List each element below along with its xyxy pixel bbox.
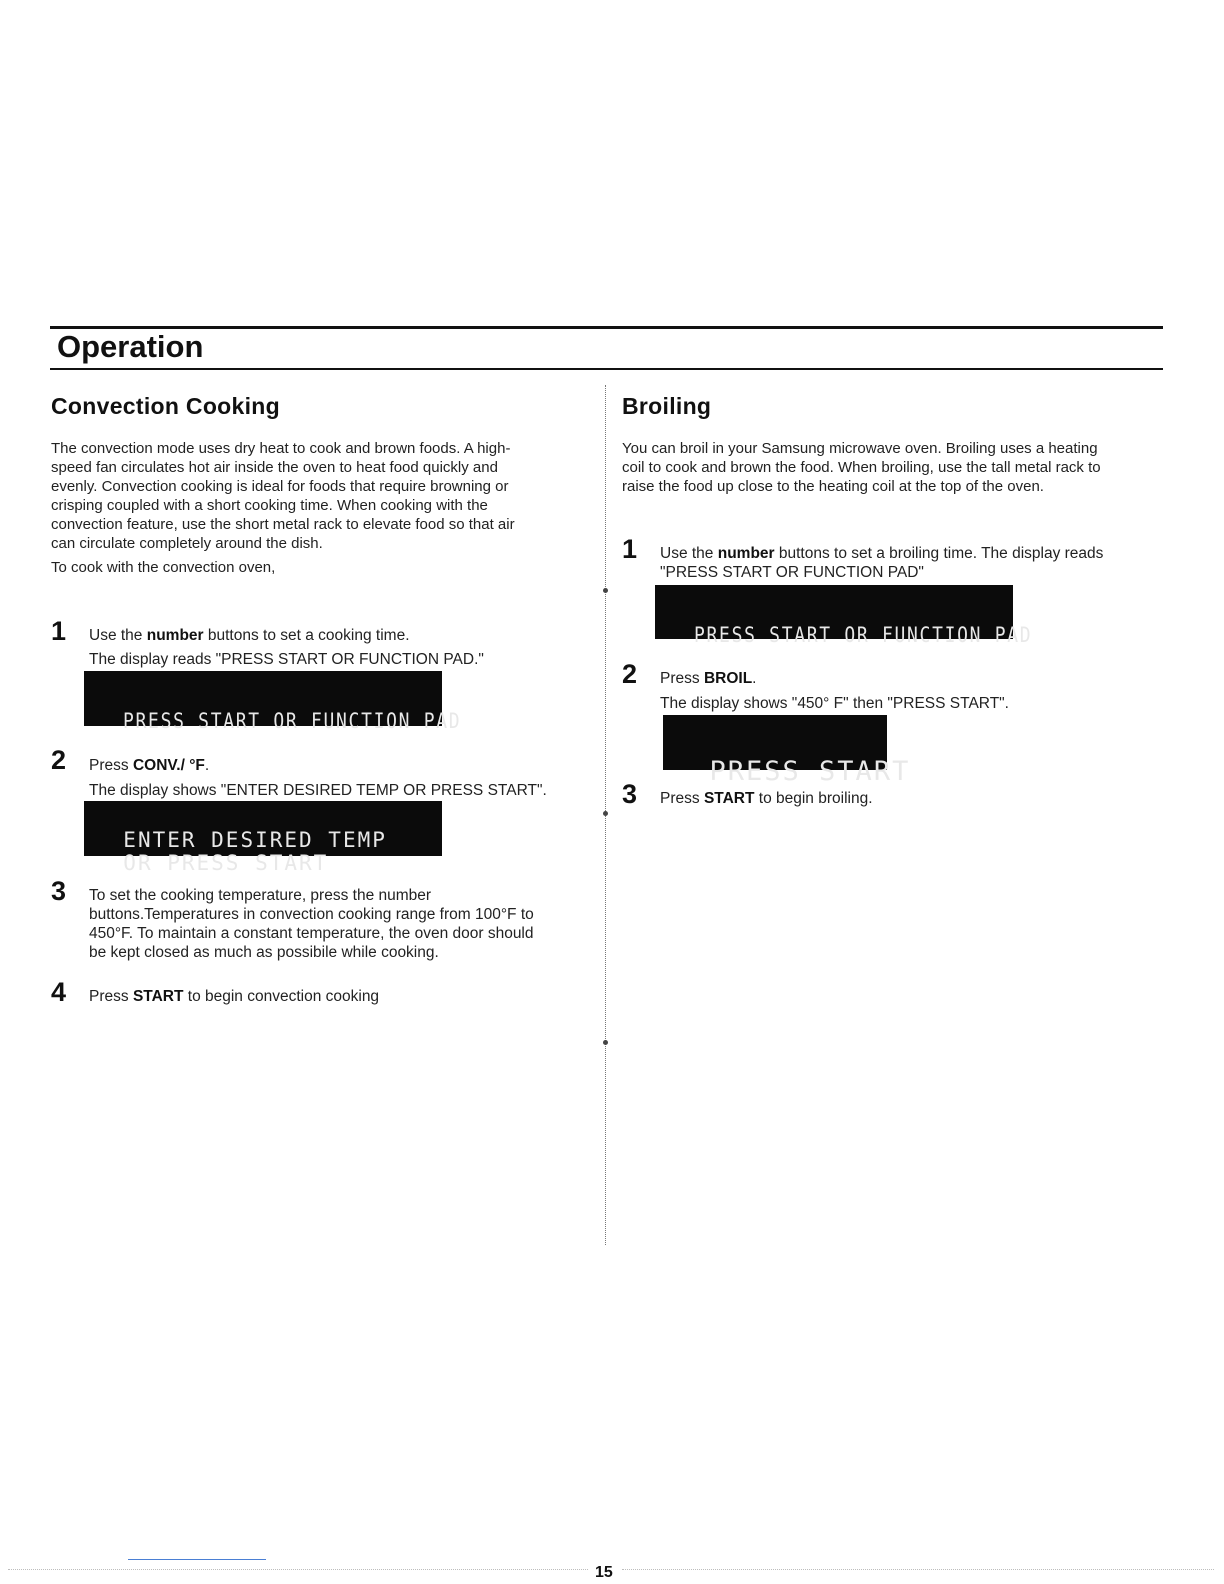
step-display-note: The display shows "ENTER DESIRED TEMP OR PRESS START". xyxy=(89,782,547,799)
section-heading-broiling: Broiling xyxy=(622,393,712,419)
lcd-display xyxy=(84,671,462,733)
header-rule-bottom xyxy=(50,368,1163,370)
intro-line: can circulate completely around the dish. xyxy=(51,535,323,552)
step-text: Use the number buttons to set a cooking time. xyxy=(89,627,410,644)
intro-line: raise the food up close to the heating coil at the top of the oven. xyxy=(622,478,1044,495)
step-text: Press START to begin convection cooking xyxy=(89,988,380,1005)
step-number: 4 xyxy=(51,977,67,1007)
step-number: 2 xyxy=(622,659,638,689)
step-number: 1 xyxy=(622,534,638,564)
broiling-intro xyxy=(622,439,1167,496)
step-number: 3 xyxy=(622,779,638,809)
lcd-text: PRESS START xyxy=(709,756,911,787)
step-text: To set the cooking temperature, press the number buttons.Temperatures in convection cooking range from 100°F to 450°F. To maintain a constant temperature, the oven door should be kept closed as much as possibile while cooking. xyxy=(89,887,534,961)
intro-line: coil to cook and brown the food. When broiling, use the tall metal rack to xyxy=(622,459,1101,476)
footer-rule-right xyxy=(622,1569,1214,1570)
step-text: Use the number buttons to set a broiling time. The display reads xyxy=(660,545,1104,562)
lcd-text: PRESS START OR FUNCTION PAD xyxy=(123,709,462,733)
footer-rule-left xyxy=(8,1569,588,1570)
page-title: Operation xyxy=(57,329,204,364)
step-display-note: The display reads "PRESS START OR FUNCTION PAD." xyxy=(89,651,484,668)
lcd-display xyxy=(84,801,442,875)
step-number: 2 xyxy=(51,745,67,775)
lcd-display xyxy=(663,715,911,787)
convection-lead-in: To cook with the convection oven, xyxy=(51,559,276,576)
lcd-text: OR PRESS START xyxy=(123,851,329,875)
header-rule-top xyxy=(50,326,1163,329)
divider-dot xyxy=(603,811,608,816)
step-display-note: "PRESS START OR FUNCTION PAD" xyxy=(660,564,924,581)
lcd-text: PRESS START OR FUNCTION PAD xyxy=(694,623,1033,647)
step-text: Press CONV./ °F. xyxy=(89,757,210,774)
step-number: 1 xyxy=(51,616,67,646)
divider-dot xyxy=(603,588,608,593)
intro-line: crisping coupled with a short cooking time. When cooking with the xyxy=(51,497,488,514)
intro-line: You can broil in your Samsung microwave oven. Broiling uses a heating xyxy=(622,440,1098,457)
page-number: 15 xyxy=(595,1564,613,1581)
divider-dot xyxy=(603,1040,608,1045)
section-heading-convection: Convection Cooking xyxy=(51,393,281,419)
intro-line: convection feature, use the short metal rack to elevate food so that air xyxy=(51,516,515,533)
step-number: 3 xyxy=(51,876,67,906)
step-display-note: The display shows "450° F" then "PRESS START". xyxy=(660,695,1009,712)
step-text: Press BROIL. xyxy=(660,670,757,687)
convection-intro xyxy=(51,439,591,553)
intro-line: evenly. Convection cooking is ideal for foods that require browning or xyxy=(51,478,509,495)
lcd-text: ENTER DESIRED TEMP xyxy=(123,828,387,852)
intro-line: speed fan circulates hot air inside the oven to heat food quickly and xyxy=(51,459,498,476)
lcd-display xyxy=(655,585,1033,647)
intro-line: The convection mode uses dry heat to cook and brown foods. A high- xyxy=(51,440,511,457)
link-underline xyxy=(128,1559,266,1560)
step-text: Press START to begin broiling. xyxy=(660,790,873,807)
